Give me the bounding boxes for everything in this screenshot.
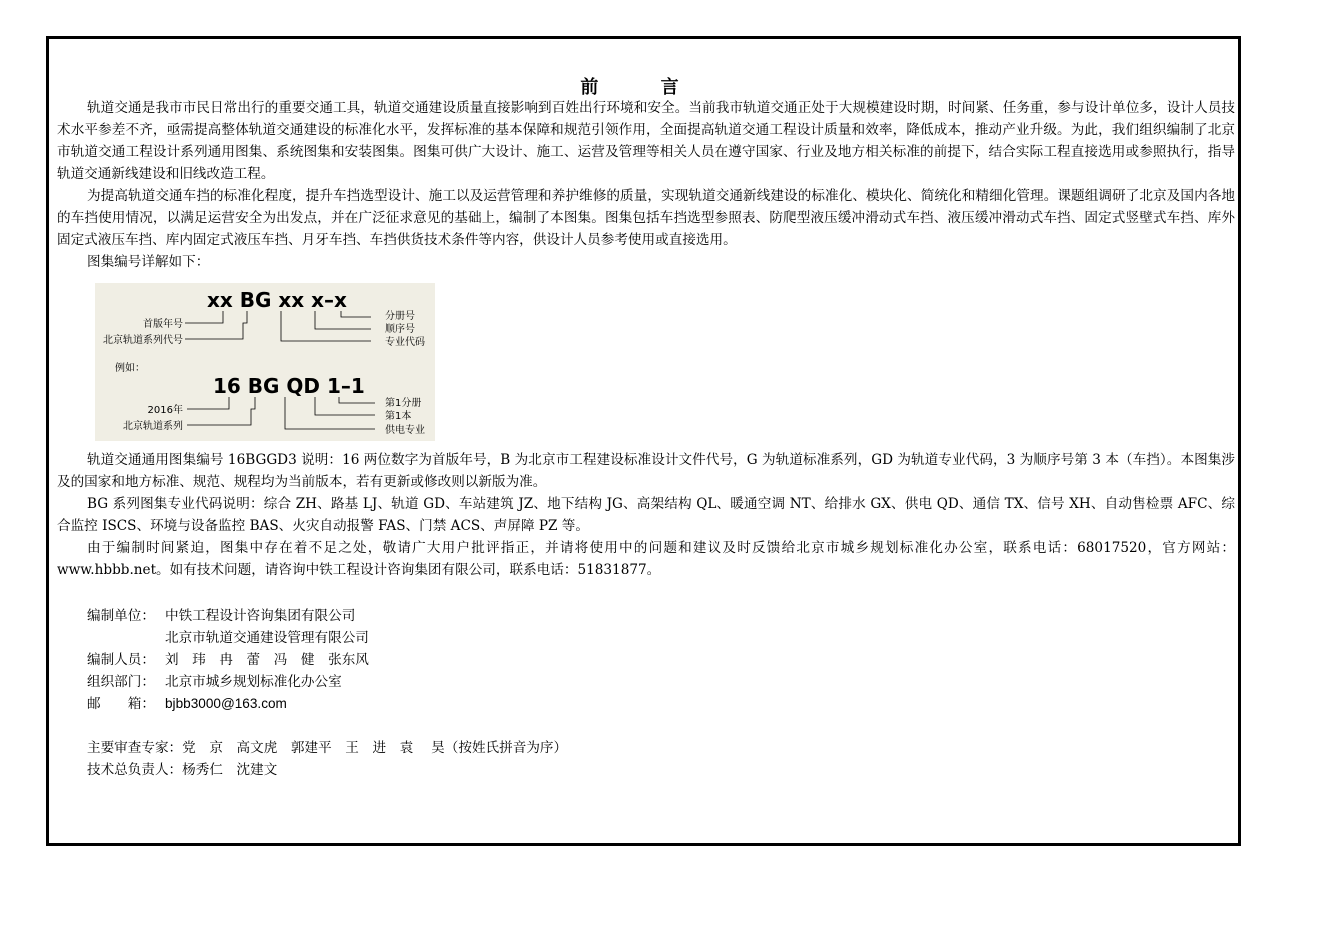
dept-label: 组织部门： — [87, 674, 155, 690]
numbering-diagram — [95, 283, 435, 441]
experts-value: 党 京 高文虎 郭建平 王 进 袁 昊（按姓氏拼音为序） — [182, 740, 568, 756]
people-value: 刘 玮 冉 蕾 冯 健 张东风 — [165, 652, 369, 668]
unit-value-1: 中铁工程设计咨询集团有限公司 — [165, 608, 356, 624]
example-sequence: 第1本 — [385, 411, 412, 422]
explanation-section — [57, 449, 1235, 581]
dept-row — [87, 671, 369, 693]
example-volume: 第1分册 — [385, 398, 422, 409]
paragraph-purpose: 为提高轨道交通车挡的标准化程度，提升车挡选型设计、施工以及运营管理和养护维修的质量，实现轨道交通新线建设的标准化、模块化、简统化和精细化管理。课题组调研了北京及国内各地的车挡使用情况，以满足运营安全为出发点，并在广泛征求意见的基础上，编制了本图集。图集包括车挡选型参照表、防爬型液压缓冲滑动式车挡、液压缓冲滑动式车挡、固定式竖壁式车挡、库外固定式液压车挡、库内固定式液压车挡、月牙车挡、车挡供货技术条件等内容，供设计人员参考使用或直接选用。 — [57, 188, 1235, 248]
paragraph-discipline-codes: BG 系列图集专业代码说明：综合 ZH、路基 LJ、轨道 GD、车站建筑 JZ、地下结构 JG、高架结构 QL、暖通空调 NT、给排水 GX、供电 QD、通信 TX、信号 XH、自动售检票 AFC、综合监控 ISCS、环境与设备监控 BAS、火灾自动报警 FAS、门禁 ACS、声屏障 PZ 等。 — [57, 496, 1235, 534]
tech-label: 技术总负责人： — [87, 762, 183, 778]
compilation-info — [87, 605, 369, 715]
email-row — [87, 693, 369, 715]
dept-value: 北京市城乡规划标准化办公室 — [165, 674, 342, 690]
diagram-example: 16 BG QD 1–1 — [213, 374, 365, 398]
intro-section — [57, 97, 1235, 185]
purpose-section — [57, 185, 1235, 251]
paragraph-background: 轨道交通是我市市民日常出行的重要交通工具，轨道交通建设质量直接影响到百姓出行环境和安全。当前我市轨道交通正处于大规模建设时期，时间紧、任务重，参与设计单位多，设计人员技术水平参差不齐，亟需提高整体轨道交通建设的标准化水平，发挥标准的基本保障和规范引领作用，全面提高轨道交通工程设计质量和效率，降低成本，推动产业升级。为此，我们组织编制了北京市轨道交通工程设计系列通用图集、系统图集和安装图集。图集可供广大设计、施工、运营及管理等相关人员在遵守国家、行业及地方相关标准的前提下，结合实际工程直接选用或参照执行，指导轨道交通新线建设和旧线改造工程。 — [57, 100, 1235, 182]
email-label: 邮 箱： — [87, 696, 155, 712]
unit-row-2 — [87, 627, 369, 649]
tech-value: 杨秀仁 沈建文 — [182, 762, 278, 778]
label-sequence-number: 顺序号 — [385, 324, 415, 335]
email-value: bjbb3000@163.com — [165, 696, 287, 711]
people-label: 编制人员： — [87, 652, 155, 668]
numbering-intro-section — [57, 251, 1235, 273]
label-first-edition-year: 首版年号 — [143, 319, 183, 330]
paragraph-numbering-intro: 图集编号详解如下： — [87, 254, 210, 270]
example-discipline: 供电专业 — [385, 425, 425, 436]
paragraph-feedback: 由于编制时间紧迫，图集中存在着不足之处，敬请广大用户批评指正，并请将使用中的问题和建议及时反馈给北京市城乡规划标准化办公室，联系电话：68017520，官方网站：www.hbbb.net。如有技术问题，请咨询中铁工程设计咨询集团有限公司，联系电话：51831877。 — [57, 540, 1235, 578]
paragraph-number-explanation: 轨道交通通用图集编号 16BGGD3 说明：16 两位数字为首版年号，B 为北京市工程建设标准设计文件代号，G 为轨道标准系列，GD 为轨道专业代码，3 为顺序号第 3 本（车挡）。本图集涉及的国家和地方标准、规范、规程均为当前版本，若有更新或修改则以新版为准。 — [57, 452, 1235, 490]
page-frame — [46, 36, 1241, 846]
unit-value-2: 北京市轨道交通建设管理有限公司 — [165, 630, 369, 646]
review-info — [87, 737, 567, 781]
diagram-pattern: xx BG xx x–x — [207, 288, 347, 312]
example-series: 北京轨道系列 — [123, 421, 183, 432]
label-volume-number: 分册号 — [385, 311, 415, 322]
people-row — [87, 649, 369, 671]
example-year: 2016年 — [147, 405, 183, 416]
label-discipline-code: 专业代码 — [385, 337, 425, 348]
unit-label: 编制单位： — [87, 608, 155, 624]
experts-row — [87, 737, 567, 759]
unit-label-spacer — [87, 627, 165, 649]
page-title: 前 言 — [580, 77, 707, 98]
diagram-leaders-top — [185, 311, 371, 341]
label-beijing-series-code: 北京轨道系列代号 — [103, 335, 183, 346]
experts-label: 主要审查专家： — [87, 740, 183, 756]
tech-row — [87, 759, 567, 781]
diagram-leaders-bottom — [187, 397, 375, 429]
unit-row — [87, 605, 369, 627]
example-label: 例如： — [115, 363, 145, 374]
